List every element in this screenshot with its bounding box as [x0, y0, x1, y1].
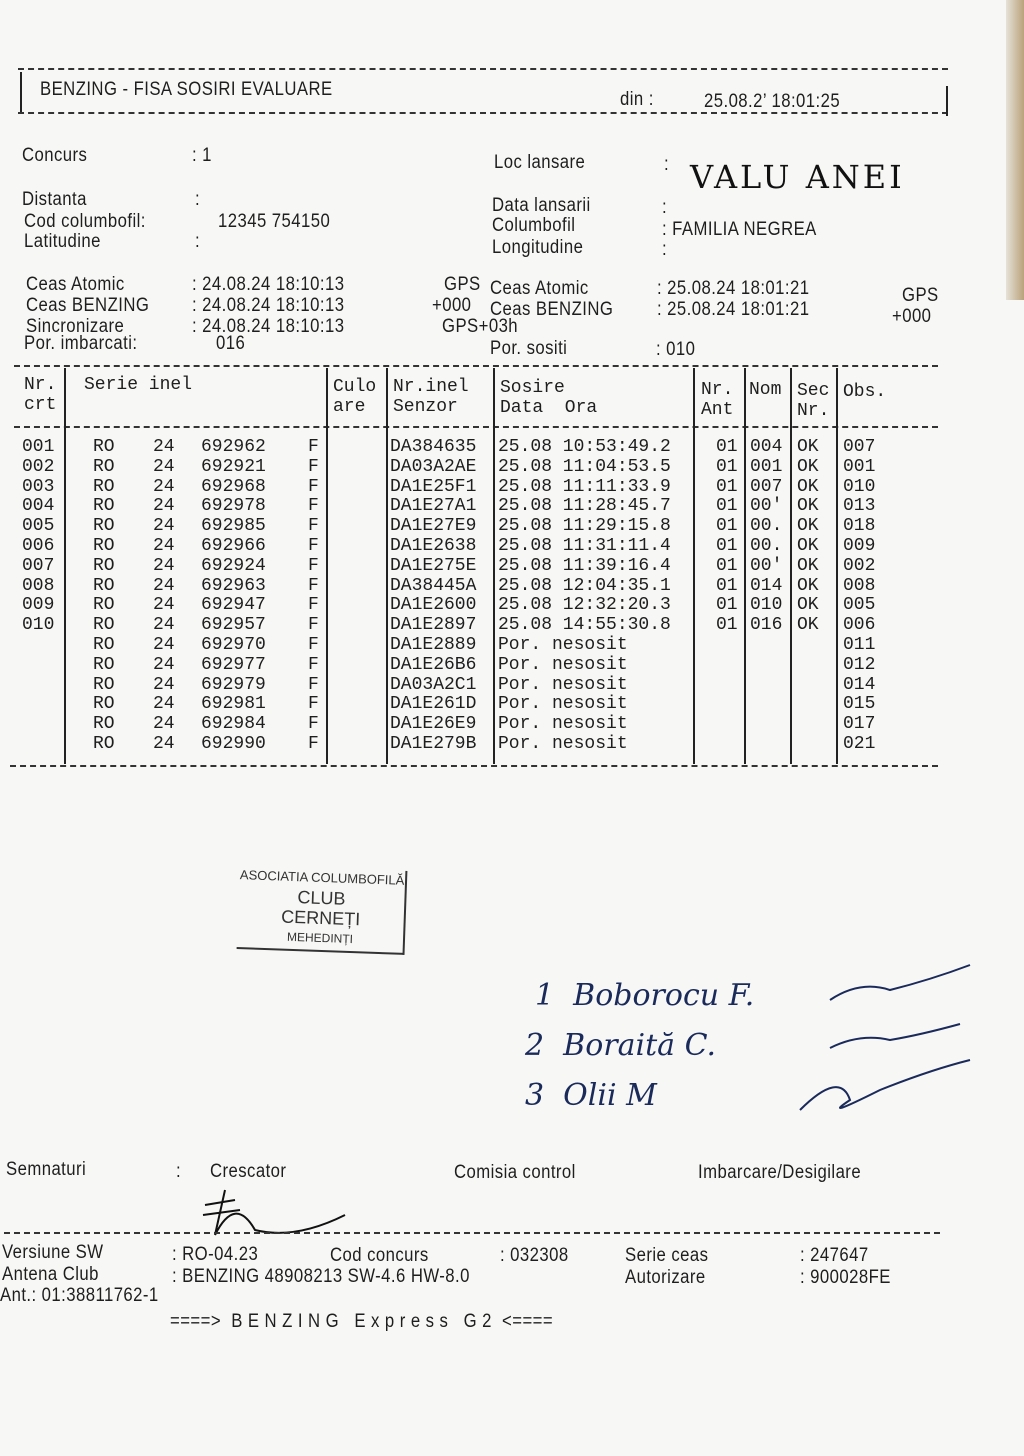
ring-country: RO — [93, 536, 115, 556]
club-stamp — [237, 865, 408, 955]
antenna-nr: 01 — [716, 456, 738, 477]
header-culoare: Culo — [333, 377, 377, 397]
header-data-ora: Data Ora — [500, 398, 598, 418]
imbarcati-label: Por. imbarcati: — [24, 333, 138, 354]
serie-ceas-label: Serie ceas — [625, 1245, 709, 1266]
sec-status: OK — [797, 456, 819, 477]
ring-year: 24 — [153, 714, 175, 735]
clock-value: : 25.08.24 18:01:21 — [657, 278, 810, 299]
sex: F — [308, 456, 319, 477]
member-number: 1 — [535, 978, 555, 1013]
clock-suffix: GPS — [444, 274, 481, 295]
sex: F — [308, 654, 319, 675]
clock-label: Ceas BENZING — [26, 295, 150, 316]
antenna-nr: 01 — [716, 516, 738, 537]
divider — [10, 765, 938, 767]
arrival-time: 25.08 10:53:49.2 — [498, 437, 671, 457]
stamp-line: CERNEȚI — [280, 906, 361, 930]
clock-suffix: GPS+03h — [442, 316, 519, 337]
row-number: 004 — [22, 496, 55, 517]
cod-concurs-label: Cod concurs — [330, 1245, 429, 1266]
divider — [14, 426, 938, 428]
ring-year: 24 — [153, 595, 175, 616]
semnaturi-label: Semnaturi — [6, 1159, 87, 1180]
divider — [4, 1232, 940, 1234]
column-divider — [326, 368, 328, 764]
arrival-time: Por. nesosit — [498, 654, 628, 675]
obs: 002 — [843, 555, 876, 576]
ring-number: 692978 — [201, 496, 266, 517]
background-edge — [1006, 0, 1024, 300]
obs: 013 — [843, 496, 876, 517]
antenna-nr: 01 — [716, 615, 738, 636]
latitudine-value: : — [195, 231, 201, 252]
arrival-time: 25.08 12:32:20.3 — [498, 595, 671, 616]
header-obs: Obs. — [843, 382, 887, 402]
loc-lansare-label: Loc lansare — [494, 152, 586, 173]
header-nom: Nom — [749, 380, 782, 400]
sw-value: : RO-04.23 — [172, 1244, 259, 1265]
ring-number: 692977 — [201, 654, 266, 675]
header-nr: Nr. — [24, 375, 57, 395]
ring-country: RO — [93, 714, 115, 735]
header-senzor: Senzor — [393, 397, 458, 417]
row-number: 001 — [22, 437, 55, 457]
nom: 007 — [750, 476, 783, 497]
sensor-ring: DA1E25F1 — [390, 476, 477, 497]
nom: 016 — [750, 615, 783, 636]
divider — [18, 112, 948, 114]
arrival-time: 25.08 11:31:11.4 — [498, 536, 671, 556]
clock-value: : 24.08.24 18:10:13 — [192, 316, 345, 337]
header-culoare-2: are — [333, 397, 366, 417]
ring-number: 692962 — [201, 437, 266, 457]
divider — [946, 86, 948, 116]
obs: 008 — [843, 575, 876, 596]
header-ant: Ant — [701, 400, 734, 420]
ring-country: RO — [93, 694, 115, 715]
row-number: 010 — [22, 615, 55, 636]
member-number: 2 — [525, 1028, 545, 1063]
loc-lansare-sep: : — [664, 154, 670, 175]
ring-country: RO — [93, 615, 115, 636]
header-sec-nr: Nr. — [797, 401, 830, 421]
loc-lansare-value: VALU ANEI — [690, 158, 905, 196]
ring-year: 24 — [153, 516, 175, 537]
crescator-label: Crescator — [210, 1161, 287, 1182]
row-number: 006 — [22, 536, 55, 556]
ring-year: 24 — [153, 635, 175, 655]
divider — [18, 68, 948, 70]
ring-year: 24 — [153, 575, 175, 596]
sensor-ring: DA1E26B6 — [390, 654, 477, 675]
antena-label: Antena Club — [2, 1264, 99, 1285]
sensor-ring: DA1E279B — [390, 734, 477, 754]
clock-label: Ceas Atomic — [26, 274, 125, 295]
ring-country: RO — [93, 654, 115, 675]
ring-year: 24 — [153, 734, 175, 754]
commission-member — [525, 1078, 657, 1113]
sensor-ring: DA1E2889 — [390, 635, 477, 655]
sex: F — [308, 674, 319, 695]
arrival-time: Por. nesosit — [498, 635, 628, 655]
concurs-label: Concurs — [22, 145, 88, 166]
nom: 014 — [750, 575, 783, 596]
obs: 007 — [843, 437, 876, 457]
clock-label: Ceas BENZING — [490, 299, 614, 320]
nom: 010 — [750, 595, 783, 616]
sex: F — [308, 734, 319, 754]
obs: 005 — [843, 595, 876, 616]
sec-status: OK — [797, 516, 819, 537]
longitudine-value: : — [662, 239, 668, 260]
sex: F — [308, 555, 319, 576]
ring-country: RO — [93, 595, 115, 616]
sec-status: OK — [797, 437, 819, 457]
antena-value: : BENZING 48908213 SW-4.6 HW-8.0 — [172, 1266, 470, 1287]
concurs-value: : 1 — [192, 145, 212, 166]
obs: 006 — [843, 615, 876, 636]
ring-country: RO — [93, 575, 115, 596]
member-number: 3 — [525, 1078, 545, 1113]
ring-year: 24 — [153, 437, 175, 457]
nom: 004 — [750, 437, 783, 457]
sex: F — [308, 694, 319, 715]
sex: F — [308, 496, 319, 517]
column-divider — [64, 368, 66, 764]
sec-status: OK — [797, 536, 819, 556]
ring-country: RO — [93, 555, 115, 576]
distanta-value: : — [195, 189, 201, 210]
arrival-time: Por. nesosit — [498, 674, 628, 695]
header-nr-ant: Nr. — [701, 380, 734, 400]
commission-member — [535, 978, 754, 1013]
sensor-ring: DA384635 — [390, 437, 477, 457]
divider — [20, 72, 22, 112]
obs: 014 — [843, 674, 876, 695]
arrival-time: 25.08 11:11:33.9 — [498, 476, 671, 497]
member-name: Boraită C. — [563, 1028, 716, 1063]
cod-label: Cod columbofil: — [24, 211, 146, 232]
commission-member — [525, 1028, 716, 1063]
semnaturi-sep: : — [176, 1161, 182, 1182]
ring-number: 692947 — [201, 595, 266, 616]
data-lansarii-label: Data lansarii — [492, 195, 591, 216]
ring-country: RO — [93, 456, 115, 477]
row-number: 008 — [22, 575, 55, 596]
ring-number: 692981 — [201, 694, 266, 715]
nom: 00. — [750, 536, 783, 556]
longitudine-label: Longitudine — [492, 237, 584, 258]
ring-year: 24 — [153, 536, 175, 556]
columbofil-label: Columbofil — [492, 215, 576, 236]
antenna-nr: 01 — [716, 476, 738, 497]
data-lansarii-value: : — [662, 197, 668, 218]
sensor-ring: DA1E261D — [390, 694, 477, 715]
header-nr-inel: Nr.inel — [393, 377, 469, 397]
row-number: 002 — [22, 456, 55, 477]
sositi-label: Por. sositi — [490, 338, 568, 359]
nom: 00' — [750, 496, 783, 517]
ring-year: 24 — [153, 555, 175, 576]
ring-year: 24 — [153, 476, 175, 497]
obs: 010 — [843, 476, 876, 497]
antenna-nr: 01 — [716, 595, 738, 616]
antenna-nr: 01 — [716, 575, 738, 596]
ring-number: 692970 — [201, 635, 266, 655]
column-divider — [790, 368, 792, 764]
antenna-nr: 01 — [716, 496, 738, 517]
obs: 017 — [843, 714, 876, 735]
ring-country: RO — [93, 496, 115, 517]
member-name: Boborocu F. — [573, 978, 755, 1013]
stamp-line: CLUB — [297, 887, 346, 909]
clock-label: Sincronizare — [26, 316, 125, 337]
antenna-nr: 01 — [716, 536, 738, 556]
obs: 001 — [843, 456, 876, 477]
member-name: Olii M — [563, 1078, 657, 1113]
brand-line: ====> B E N Z I N G E x p r e s s G 2 <==== — [170, 1311, 554, 1332]
sex: F — [308, 714, 319, 735]
comisia-label: Comisia control — [454, 1162, 576, 1183]
sec-status: OK — [797, 575, 819, 596]
divider — [14, 365, 938, 367]
row-number: 003 — [22, 476, 55, 497]
header-crt: crt — [24, 395, 57, 415]
ring-country: RO — [93, 476, 115, 497]
sensor-ring: DA38445A — [390, 575, 477, 596]
sec-status: OK — [797, 555, 819, 576]
sex: F — [308, 575, 319, 596]
sensor-ring: DA1E2897 — [390, 615, 477, 636]
row-number: 007 — [22, 555, 55, 576]
cod-value: 12345 754150 — [218, 211, 331, 232]
sensor-ring: DA03A2AE — [390, 456, 477, 477]
commission-signatures — [780, 960, 980, 1140]
arrival-time: Por. nesosit — [498, 714, 628, 735]
sex: F — [308, 536, 319, 556]
sensor-ring: DA1E27A1 — [390, 496, 477, 517]
antenna-id: Ant.: 01:38811762-1 — [0, 1285, 159, 1306]
obs: 021 — [843, 734, 876, 754]
column-divider — [744, 368, 746, 764]
ring-number: 692957 — [201, 615, 266, 636]
column-divider — [386, 368, 388, 764]
sensor-ring: DA03A2C1 — [390, 674, 477, 695]
ring-year: 24 — [153, 654, 175, 675]
sositi-value: : 010 — [656, 339, 696, 360]
clock-value: : 25.08.24 18:01:21 — [657, 299, 810, 320]
ring-number: 692921 — [201, 456, 266, 477]
ring-year: 24 — [153, 456, 175, 477]
sensor-ring: DA1E27E9 — [390, 516, 477, 537]
column-divider — [693, 368, 695, 764]
print-date: 25.08.2’ 18:01:25 — [704, 91, 841, 112]
sex: F — [308, 595, 319, 616]
sensor-ring: DA1E2600 — [390, 595, 477, 616]
sex: F — [308, 635, 319, 655]
columbofil-value: : FAMILIA NEGREA — [662, 219, 817, 240]
ring-number: 692963 — [201, 575, 266, 596]
ring-year: 24 — [153, 674, 175, 695]
ring-country: RO — [93, 516, 115, 537]
header-sosire: Sosire — [500, 378, 565, 398]
stamp-line: MEHEDINȚI — [286, 929, 354, 947]
ring-country: RO — [93, 437, 115, 457]
ring-number: 692985 — [201, 516, 266, 537]
sec-status: OK — [797, 595, 819, 616]
sensor-ring: DA1E26E9 — [390, 714, 477, 735]
ring-number: 692990 — [201, 734, 266, 754]
antenna-nr: 01 — [716, 437, 738, 457]
document-title: BENZING - FISA SOSIRI EVALUARE — [40, 79, 333, 100]
obs: 011 — [843, 635, 876, 655]
nom: 00. — [750, 516, 783, 537]
ring-country: RO — [93, 734, 115, 754]
ring-year: 24 — [153, 694, 175, 715]
nom: 00' — [750, 555, 783, 576]
obs: 018 — [843, 516, 876, 537]
sex: F — [308, 615, 319, 636]
autorizare-value: : 900028FE — [800, 1267, 891, 1288]
ring-year: 24 — [153, 496, 175, 517]
nom: 001 — [750, 456, 783, 477]
arrival-time: 25.08 11:04:53.5 — [498, 456, 671, 477]
column-divider — [836, 368, 838, 764]
clock-label: Ceas Atomic — [490, 278, 589, 299]
row-number: 009 — [22, 595, 55, 616]
crescator-signature — [195, 1185, 355, 1245]
latitudine-label: Latitudine — [24, 231, 101, 252]
clock-value: : 24.08.24 18:10:13 — [192, 274, 345, 295]
ring-number: 692984 — [201, 714, 266, 735]
sec-status: OK — [797, 615, 819, 636]
arrival-time: Por. nesosit — [498, 734, 628, 754]
header-serie: Serie inel — [84, 375, 193, 395]
imbarcati-value: 016 — [216, 333, 246, 354]
ring-year: 24 — [153, 615, 175, 636]
sex: F — [308, 516, 319, 537]
column-divider — [493, 368, 495, 764]
arrival-time: 25.08 14:55:30.8 — [498, 615, 671, 636]
cod-concurs-value: : 032308 — [500, 1245, 569, 1266]
serie-ceas-value: : 247647 — [800, 1245, 869, 1266]
ring-country: RO — [93, 674, 115, 695]
ring-number: 692968 — [201, 476, 266, 497]
arrival-time: Por. nesosit — [498, 694, 628, 715]
imbarcare-label: Imbarcare/Desigilare — [698, 1162, 862, 1183]
ring-number: 692979 — [201, 674, 266, 695]
obs: 009 — [843, 536, 876, 556]
ring-number: 692966 — [201, 536, 266, 556]
sw-label: Versiune SW — [2, 1242, 104, 1263]
ring-country: RO — [93, 635, 115, 655]
arrival-time: 25.08 11:39:16.4 — [498, 555, 671, 576]
clock-suffix: GPS — [902, 285, 939, 306]
arrival-time: 25.08 12:04:35.1 — [498, 575, 671, 596]
clock-value: : 24.08.24 18:10:13 — [192, 295, 345, 316]
obs: 015 — [843, 694, 876, 715]
antenna-nr: 01 — [716, 555, 738, 576]
obs: 012 — [843, 654, 876, 675]
header-sec: Sec — [797, 381, 830, 401]
date-label: din : — [620, 89, 654, 110]
arrival-time: 25.08 11:29:15.8 — [498, 516, 671, 537]
sex: F — [308, 437, 319, 457]
row-number: 005 — [22, 516, 55, 537]
sec-status: OK — [797, 476, 819, 497]
sec-status: OK — [797, 496, 819, 517]
sensor-ring: DA1E2638 — [390, 536, 477, 556]
sensor-ring: DA1E275E — [390, 555, 477, 576]
autorizare-label: Autorizare — [625, 1267, 706, 1288]
arrival-time: 25.08 11:28:45.7 — [498, 496, 671, 517]
distanta-label: Distanta — [22, 189, 87, 210]
stamp-line: ASOCIATIA COLUMBOFILĂ — [239, 867, 405, 888]
sex: F — [308, 476, 319, 497]
clock-suffix: +000 — [892, 306, 932, 327]
clock-suffix: +000 — [432, 295, 472, 316]
ring-number: 692924 — [201, 555, 266, 576]
